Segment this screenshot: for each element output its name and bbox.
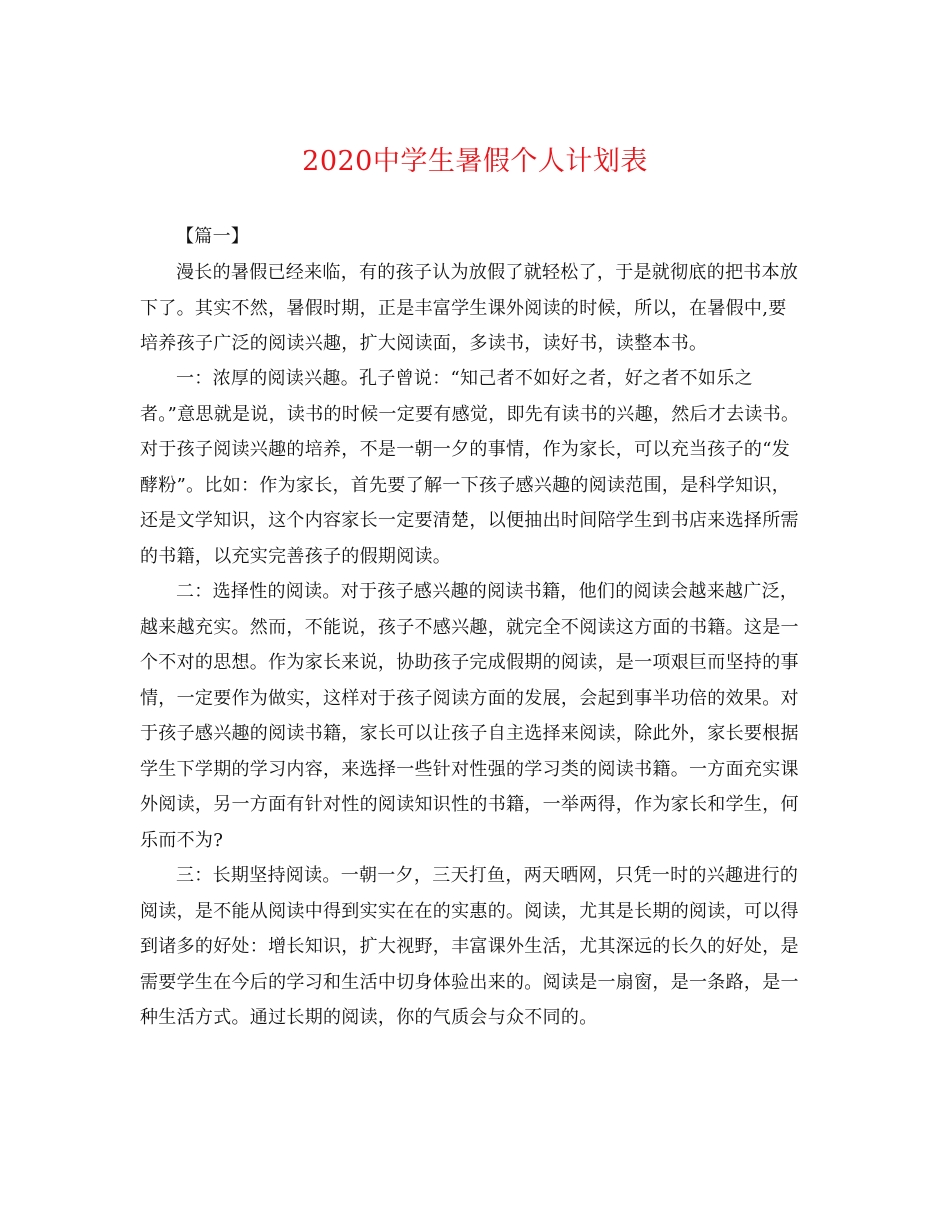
paragraph-line: 者。”意思就是说，读书的时候一定要有感觉，即先有读书的兴趣，然后才去读书。: [140, 404, 800, 425]
paragraph-line: 还是文学知识，这个内容家长一定要清楚，以便抽出时间陪学生到书店来选择所需: [140, 510, 799, 531]
paragraph-line: 培养孩子广泛的阅读兴趣，扩大阅读面，多读书，读好书，读整本书。: [140, 333, 708, 354]
paragraph-line: 乐而不为?: [140, 830, 224, 851]
paragraph-line: 一：浓厚的阅读兴趣。孔子曾说：“知己者不如好之者，好之者不如乐之: [176, 368, 753, 389]
paragraph-line: 外阅读，另一方面有针对性的阅读知识性的书籍，一举两得，作为家长和学生，何: [140, 794, 799, 815]
paragraph-line: 于孩子感兴趣的阅读书籍，家长可以让孩子自主选择来阅读，除此外，家长要根据: [140, 723, 799, 744]
paragraph-line: 的书籍，以充实完善孩子的假期阅读。: [140, 546, 452, 567]
section-label: 【篇一】: [176, 226, 250, 247]
paragraph-line: 情，一定要作为做实，这样对于孩子阅读方面的发展，会起到事半功倍的效果。对: [140, 688, 799, 709]
paragraph-line: 越来越充实。然而，不能说，孩子不感兴趣，就完全不阅读这方面的书籍。这是一: [140, 617, 799, 638]
paragraph-line: 酵粉”。比如：作为家长，首先要了解一下孩子感兴趣的阅读范围，是科学知识，: [140, 475, 790, 496]
paragraph-line: 三：长期坚持阅读。一朝一夕，三天打鱼，两天晒网，只凭一时的兴趣进行的: [176, 865, 799, 886]
paragraph-line: 对于孩子阅读兴趣的培养，不是一朝一夕的事情，作为家长，可以充当孩子的“发: [140, 439, 790, 460]
paragraph-line: 种生活方式。通过长期的阅读，你的气质会与众不同的。: [140, 1007, 598, 1028]
paragraph-line: 下了。其实不然，暑假时期，正是丰富学生课外阅读的时候，所以，在暑假中,要: [140, 298, 787, 319]
paragraph-line: 个不对的思想。作为家长来说，协助孩子完成假期的阅读，是一项艰巨而坚持的事: [140, 652, 799, 673]
document-title: 2020中学生暑假个人计划表: [302, 146, 648, 177]
paragraph-line: 阅读，是不能从阅读中得到实实在在的实惠的。阅读，尤其是长期的阅读，可以得: [140, 901, 799, 922]
paragraph-line: 漫长的暑假已经来临，有的孩子认为放假了就轻松了，于是就彻底的把书本放: [176, 262, 799, 283]
paragraph-line: 二：选择性的阅读。对于孩子感兴趣的阅读书籍，他们的阅读会越来越广泛，: [176, 581, 799, 602]
paragraph-line: 需要学生在今后的学习和生活中切身体验出来的。阅读是一扇窗，是一条路，是一: [140, 972, 799, 993]
paragraph-line: 学生下学期的学习内容，来选择一些针对性强的学习类的阅读书籍。一方面充实课: [140, 759, 799, 780]
paragraph-line: 到诸多的好处：增长知识，扩大视野，丰富课外生活，尤其深远的长久的好处，是: [140, 936, 799, 957]
